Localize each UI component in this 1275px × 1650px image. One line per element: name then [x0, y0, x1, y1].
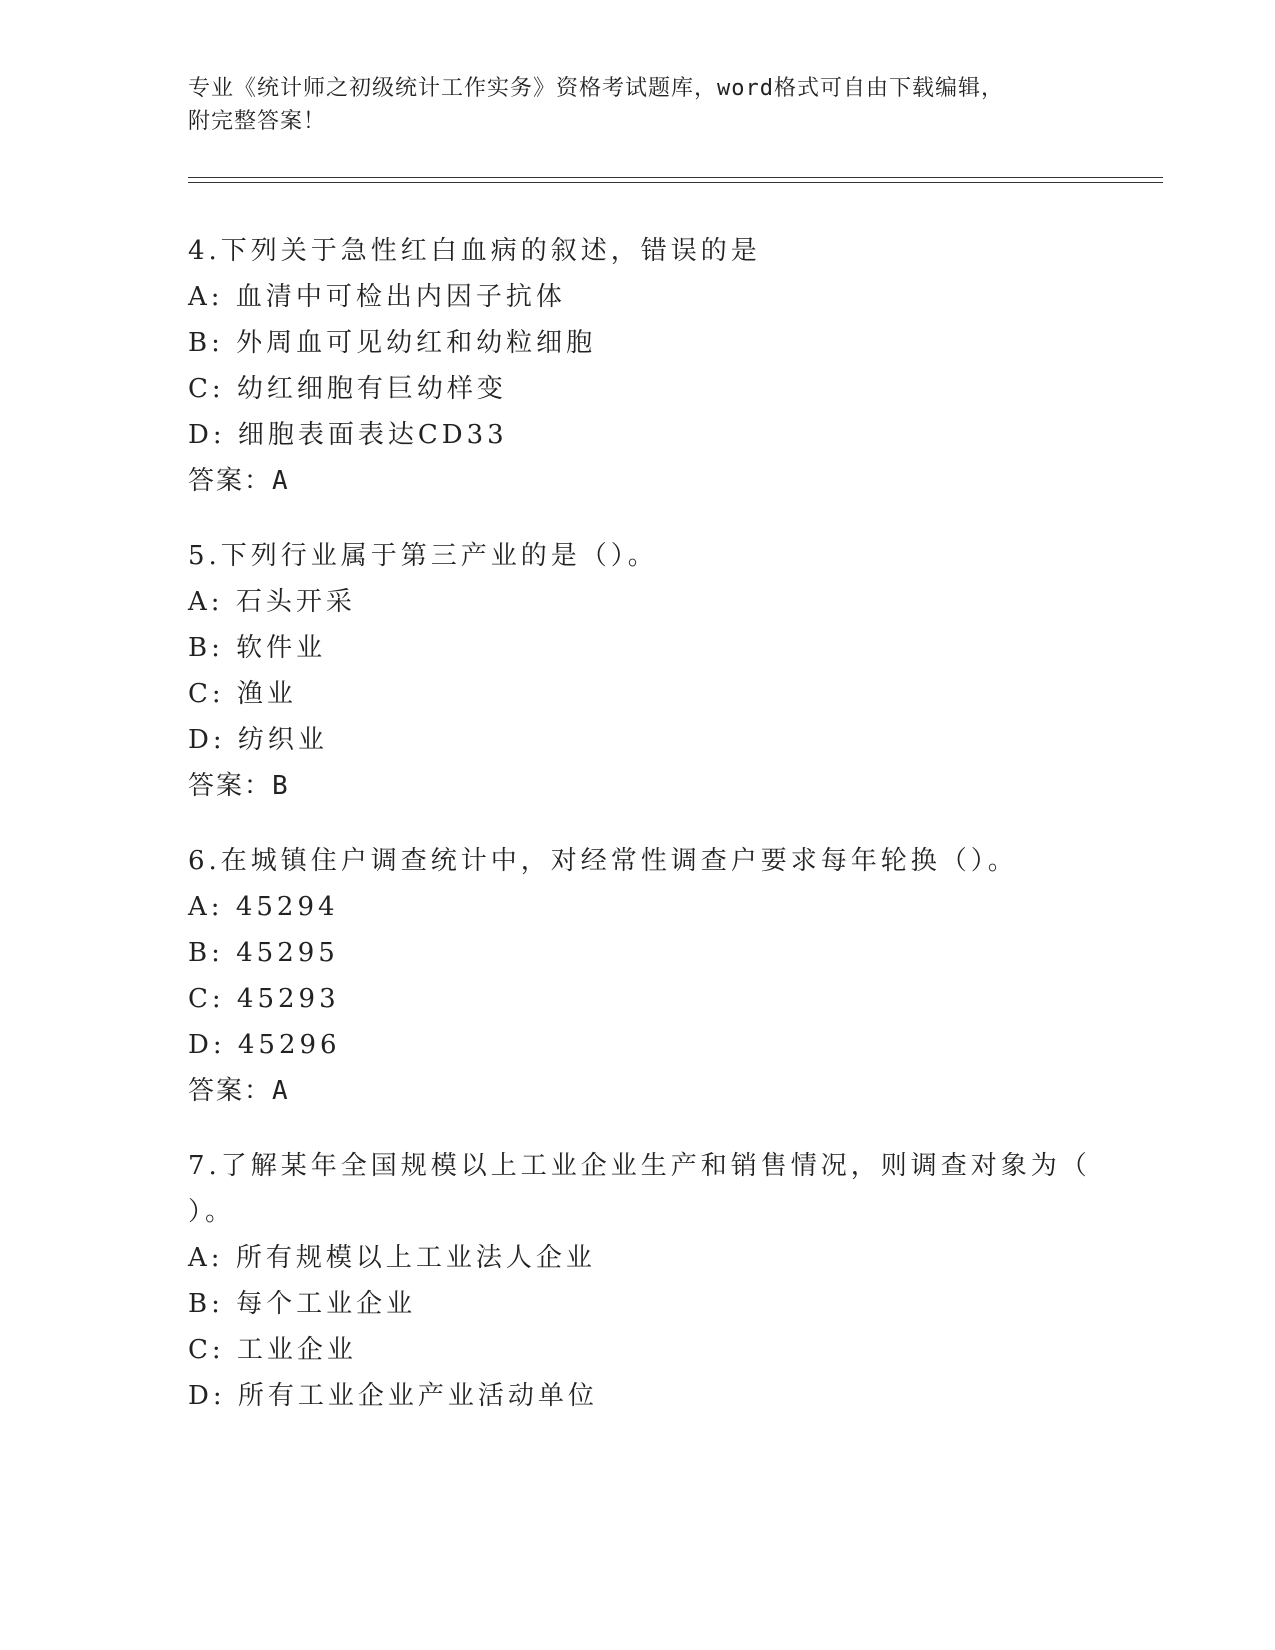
header-divider-bottom [188, 182, 1163, 183]
option-c [188, 671, 1088, 717]
option-a [188, 1235, 1088, 1281]
answer-value: A [272, 466, 290, 496]
option-text: 软件业 [236, 633, 327, 663]
option-label: B: [188, 633, 224, 663]
question-5 [188, 533, 1088, 809]
answer-line [188, 1068, 1088, 1114]
option-b [188, 930, 1088, 976]
header-line-2: 附完整答案！ [188, 109, 327, 134]
option-text: 细胞表面表达CD33 [237, 420, 508, 450]
option-c [188, 1327, 1088, 1373]
question-stem: 5.下列行业属于第三产业的是（）。 [188, 541, 658, 571]
option-label: A: [188, 892, 224, 922]
option-text: 45294 [235, 892, 339, 922]
option-label: B: [188, 938, 224, 968]
option-b [188, 320, 1088, 366]
option-label: C: [188, 374, 225, 404]
option-c [188, 366, 1088, 412]
option-label: C: [188, 679, 225, 709]
option-label: A: [188, 1243, 224, 1273]
question-4 [188, 228, 1088, 504]
option-text: 每个工业企业 [236, 1289, 417, 1319]
document-header [188, 72, 1088, 138]
option-label: D: [188, 725, 226, 755]
option-text: 血清中可检出内因子抗体 [235, 282, 566, 312]
option-text: 45293 [236, 984, 340, 1014]
option-a [188, 884, 1088, 930]
option-label: C: [188, 984, 225, 1014]
header-line-1: 专业《统计师之初级统计工作实务》资格考试题库，word格式可自由下载编辑， [188, 76, 1004, 101]
answer-line [188, 458, 1088, 504]
option-a [188, 579, 1088, 625]
answer-value: B [272, 771, 290, 801]
option-text: 渔业 [236, 679, 297, 709]
option-text: 外周血可见幼红和幼粒细胞 [236, 328, 597, 358]
option-text: 45295 [236, 938, 339, 968]
header-divider-top [188, 177, 1163, 178]
option-b [188, 625, 1088, 671]
option-d [188, 412, 1088, 458]
option-text: 纺织业 [237, 725, 328, 755]
answer-label: 答案： [188, 466, 273, 496]
question-stem: 6.在城镇住户调查统计中，对经常性调查户要求每年轮换（）。 [188, 846, 1018, 876]
option-text: 所有规模以上工业法人企业 [235, 1243, 596, 1273]
option-label: D: [188, 420, 226, 450]
option-d [188, 717, 1088, 763]
option-a [188, 274, 1088, 320]
option-label: A: [188, 587, 224, 617]
option-b [188, 1281, 1088, 1327]
answer-label: 答案： [188, 1076, 273, 1106]
option-text: 幼红细胞有巨幼样变 [236, 374, 507, 404]
question-6 [188, 838, 1088, 1114]
option-label: A: [188, 282, 224, 312]
option-d [188, 1022, 1088, 1068]
option-text: 45296 [237, 1030, 341, 1060]
question-stem-continued: ）。 [188, 1197, 236, 1227]
option-label: C: [188, 1335, 225, 1365]
option-text: 所有工业企业产业活动单位 [237, 1381, 598, 1411]
option-text: 石头开采 [235, 587, 356, 617]
option-d [188, 1373, 1088, 1419]
question-stem: 4.下列关于急性红白血病的叙述，错误的是 [188, 236, 761, 266]
answer-label: 答案： [188, 771, 273, 801]
option-label: B: [188, 1289, 224, 1319]
option-label: D: [188, 1381, 226, 1411]
question-stem: 7.了解某年全国规模以上工业企业生产和销售情况，则调查对象为（ [188, 1151, 1091, 1181]
option-label: B: [188, 328, 224, 358]
answer-line [188, 763, 1088, 809]
option-label: D: [188, 1030, 226, 1060]
option-text: 工业企业 [236, 1335, 357, 1365]
answer-value: A [272, 1076, 290, 1106]
option-c [188, 976, 1088, 1022]
question-7 [188, 1143, 1091, 1419]
